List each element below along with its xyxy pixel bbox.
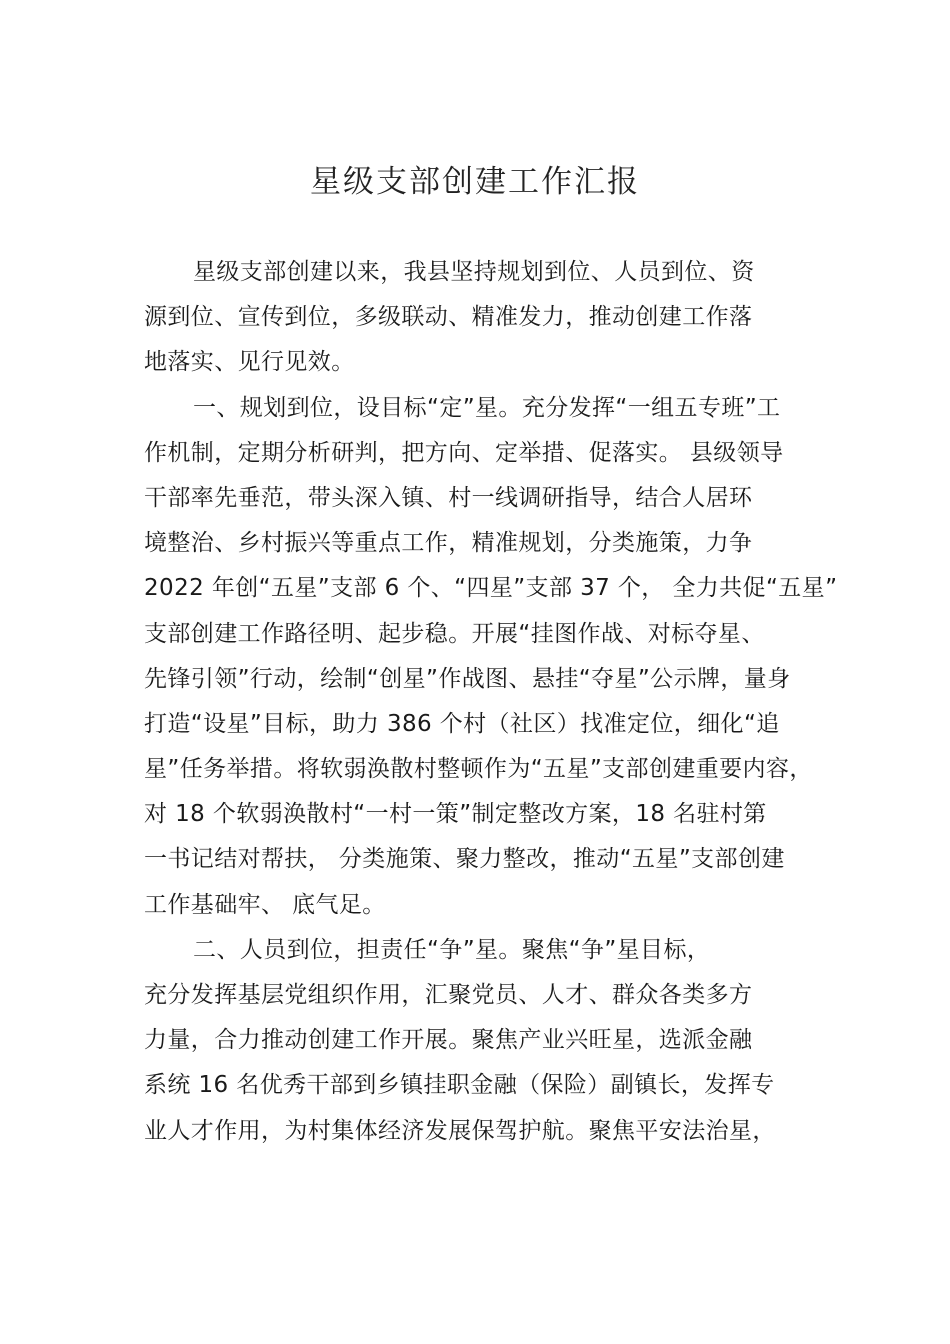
paragraph-line: 力量，合力推动创建工作开展。聚焦产业兴旺星，选派金融 xyxy=(144,1027,753,1054)
paragraph-line: 作机制，定期分析研判，把方向、定举措、促落实。 县级领导 xyxy=(144,439,784,466)
paragraph-line: 2022 年创“五星”支部 6 个、“四星”支部 37 个， 全力共促“五星” xyxy=(144,575,838,602)
paragraph-line: 一、规划到位，设目标“定”星。充分发挥“一组五专班”工 xyxy=(193,394,781,421)
paragraph-line: 地落实、见行见效。 xyxy=(144,349,355,376)
paragraph-line: 干部率先垂范，带头深入镇、村一线调研指导，结合人居环 xyxy=(144,484,753,511)
paragraph-line: 星”任务举措。将软弱涣散村整顿作为“五星”支部创建重要内容， xyxy=(144,756,813,783)
paragraph-line: 系统 16 名优秀干部到乡镇挂职金融（保险）副镇长，发挥专 xyxy=(144,1072,775,1099)
paragraph-line: 境整治、乡村振兴等重点工作，精准规划，分类施策，力争 xyxy=(144,530,753,557)
paragraph-line: 源到位、宣传到位，多级联动、精准发力，推动创建工作落 xyxy=(144,304,753,331)
paragraph-line: 支部创建工作路径明、起步稳。开展“挂图作战、对标夺星、 xyxy=(144,620,765,647)
paragraph-line: 一书记结对帮扶， 分类施策、聚力整改，推动“五星”支部创建 xyxy=(144,846,785,873)
paragraph-line: 充分发挥基层党组织作用，汇聚党员、人才、群众各类多方 xyxy=(144,982,753,1008)
document-title: 星级支部创建工作汇报 xyxy=(310,164,640,200)
paragraph-line: 业人才作用，为村集体经济发展保驾护航。聚焦平安法治星， xyxy=(144,1117,776,1144)
paragraph-line: 对 18 个软弱涣散村“一村一策”制定整改方案，18 名驻村第 xyxy=(144,801,767,828)
document-body xyxy=(144,250,844,1154)
paragraph-line: 工作基础牢、 底气足。 xyxy=(144,891,386,918)
paragraph-line: 打造“设星”目标，助力 386 个村（社区）找准定位，细化“追 xyxy=(144,710,780,737)
paragraph-line: 星级支部创建以来，我县坚持规划到位、人员到位、资 xyxy=(193,259,755,285)
paragraph-line: 二、人员到位，担责任“争”星。聚焦“争”星目标， xyxy=(193,936,711,963)
paragraph-line: 先锋引领”行动，绘制“创星”作战图、悬挂“夺星”公示牌，量身 xyxy=(144,665,791,692)
